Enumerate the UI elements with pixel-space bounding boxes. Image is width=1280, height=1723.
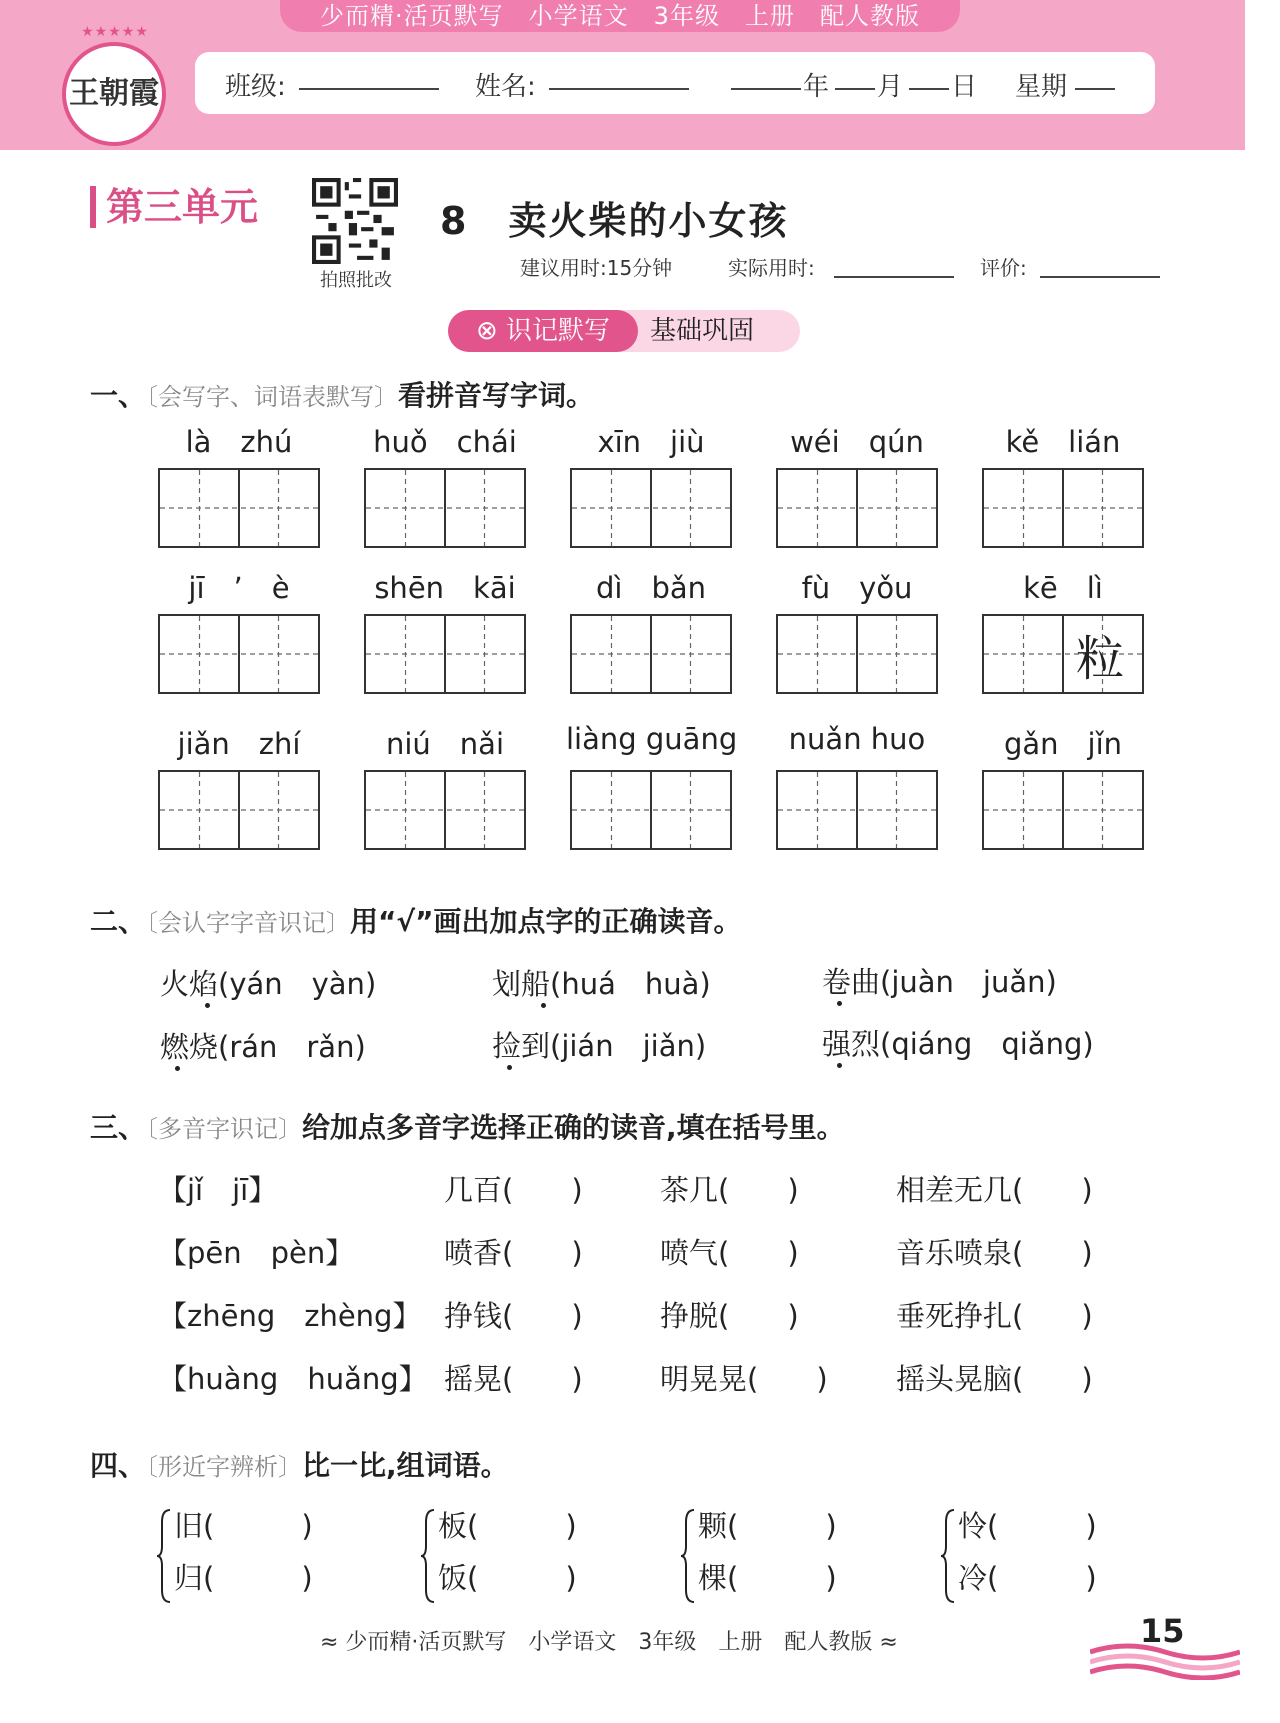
curly-brace-icon [680,1508,696,1604]
answer-blank[interactable]: 明晃晃( ) [660,1362,828,1396]
emphasis-dot [205,1003,210,1008]
answer-blank[interactable]: 挣钱( ) [444,1299,583,1333]
footer-series: ≈ 少而精·活页默写 小学语文 3年级 上册 配人教版 ≈ [320,1630,898,1655]
year-field[interactable] [731,62,801,90]
day-field[interactable] [909,62,949,90]
header-wave [0,118,1245,168]
answer-blank[interactable]: 垂死挣扎( ) [896,1299,1093,1333]
writing-box[interactable] [982,770,1144,850]
question-4-heading [90,1444,509,1484]
q3-text: 给加点多音字选择正确的读音,填在括号里。 [302,1111,845,1144]
curly-brace-icon [156,1508,172,1604]
pinyin-options: 【jǐ jī】 [158,1173,278,1207]
q1-text: 看拼音写字词。 [398,379,595,412]
writing-box[interactable] [570,614,732,694]
pinyin-label: dì bǎn [595,571,707,605]
week-field[interactable] [1075,62,1115,90]
q3-number: 三、 [90,1111,147,1144]
writing-box[interactable] [158,770,320,850]
page-number: 15 [1140,1612,1185,1650]
emphasis-dot [837,1001,842,1006]
q2-item[interactable]: 捡到(jián jiǎn) [492,1029,707,1063]
section-left-label: 识记默写 [506,316,611,346]
emphasis-dot [837,1063,842,1068]
word-blank[interactable]: 归( ) [174,1561,313,1595]
month-field[interactable] [835,62,875,90]
week-label: 星期 [1015,72,1068,102]
writing-box[interactable] [364,468,526,548]
answer-blank[interactable]: 音乐喷泉( ) [896,1236,1093,1270]
writing-box[interactable] [158,614,320,694]
class-field[interactable] [299,62,439,90]
pinyin-label: wéi qún [790,425,924,459]
medal-icon: ⊗ [475,316,507,346]
writing-box[interactable] [982,614,1144,694]
section-tab-basics: 基础巩固 [650,316,755,346]
rating-label: 评价: [980,256,1027,280]
word-blank[interactable]: 颗( ) [698,1509,837,1543]
answer-blank[interactable]: 几百( ) [444,1173,583,1207]
pinyin-label: niú nǎi [385,727,505,761]
pinyin-options: 【huàng huǎng】 [158,1362,428,1396]
answer-blank[interactable]: 茶几( ) [660,1173,799,1207]
suggested-time: 建议用时:15分钟 [520,256,673,280]
pinyin-label: nuǎn huo [788,722,926,756]
emphasis-dot [507,1065,512,1070]
pinyin-label: jī ’ è [188,571,290,605]
q2-tag: 〔会认字字音识记〕 [146,909,351,937]
writing-box[interactable] [570,468,732,548]
q2-text: 用“√”画出加点字的正确读音。 [350,905,742,938]
pinyin-label: là zhú [185,425,293,459]
student-info-panel [195,52,1155,114]
answer-blank[interactable]: 摇头晃脑( ) [896,1362,1093,1396]
actual-time-field[interactable] [834,250,954,278]
emphasis-dot [541,1003,546,1008]
name-label: 姓名: [475,72,536,102]
year-label: 年 [803,72,830,102]
writing-box[interactable] [364,614,526,694]
unit-label: 第三单元 [90,186,258,228]
curly-brace-icon [420,1508,436,1604]
answer-blank[interactable]: 喷香( ) [444,1236,583,1270]
word-blank[interactable]: 棵( ) [698,1561,837,1595]
word-blank[interactable]: 饭( ) [438,1561,577,1595]
class-label: 班级: [225,72,286,102]
writing-box[interactable] [776,614,938,694]
name-field[interactable] [549,62,689,90]
writing-box[interactable] [364,770,526,850]
curly-brace-icon [940,1508,956,1604]
pinyin-label: kě lián [1005,425,1121,459]
brand-logo [62,42,166,146]
star-icons: ★★★★★ [81,24,149,40]
q1-number: 一、 [90,379,147,412]
answer-blank[interactable]: 摇晃( ) [444,1362,583,1396]
writing-box[interactable] [776,770,938,850]
q4-tag: 〔形近字辨析〕 [146,1453,303,1481]
section-tab-memorize [448,310,638,352]
pinyin-label: kē lì [1023,571,1103,605]
writing-box[interactable] [158,468,320,548]
answer-blank[interactable]: 相差无几( ) [896,1173,1093,1207]
qr-caption: 拍照批改 [320,270,392,291]
q2-item[interactable]: 卷曲(juàn juǎn) [822,965,1057,999]
q3-tag: 〔多音字识记〕 [146,1115,303,1143]
question-3-heading [90,1106,845,1146]
pinyin-label: xīn jiù [597,425,705,459]
question-1-heading [90,374,594,414]
pinyin-label: shēn kāi [374,571,516,605]
q1-tag: 〔会写字、词语表默写〕 [146,383,399,411]
q2-item[interactable]: 燃烧(rán rǎn) [160,1030,366,1064]
month-label: 月 [877,72,904,102]
word-blank[interactable]: 冷( ) [958,1561,1097,1595]
answer-blank[interactable]: 喷气( ) [660,1236,799,1270]
writing-box[interactable] [982,468,1144,548]
writing-box[interactable] [776,468,938,548]
series-banner: 少而精·活页默写 小学语文 3年级 上册 配人教版 [280,0,960,32]
q2-item[interactable]: 强烈(qiáng qiǎng) [822,1027,1094,1061]
pinyin-options: 【zhēng zhèng】 [158,1299,422,1333]
day-label: 日 [951,72,978,102]
word-blank[interactable]: 旧( ) [174,1509,313,1543]
pinyin-options: 【pēn pèn】 [158,1236,355,1270]
actual-time-label: 实际用时: [728,256,815,280]
pinyin-label: liàng guāng [566,722,738,756]
qr-code-icon[interactable] [312,178,398,264]
question-2-heading [90,900,742,940]
word-blank[interactable]: 怜( ) [958,1509,1097,1543]
logo-text: 王朝霞 [69,76,159,111]
q4-text: 比一比,组词语。 [302,1449,509,1482]
pinyin-label: huǒ chái [373,425,517,459]
q4-number: 四、 [90,1449,147,1482]
pinyin-label: gǎn jǐn [1003,727,1123,761]
emphasis-dot [175,1066,180,1071]
lesson-title: 8 卖火柴的小女孩 [440,199,789,243]
pinyin-label: fù yǒu [801,571,913,605]
rating-field[interactable] [1040,250,1160,278]
word-blank[interactable]: 板( ) [438,1509,577,1543]
q2-item[interactable]: 火焰(yán yàn) [160,967,377,1001]
prefilled-character: 粒 [1076,631,1125,687]
answer-blank[interactable]: 挣脱( ) [660,1299,799,1333]
q2-item[interactable]: 划船(huá huà) [492,967,711,1001]
writing-box[interactable] [570,770,732,850]
page-wave-decoration [1090,1640,1240,1680]
q2-number: 二、 [90,905,147,938]
pinyin-label: jiǎn zhí [177,727,301,761]
